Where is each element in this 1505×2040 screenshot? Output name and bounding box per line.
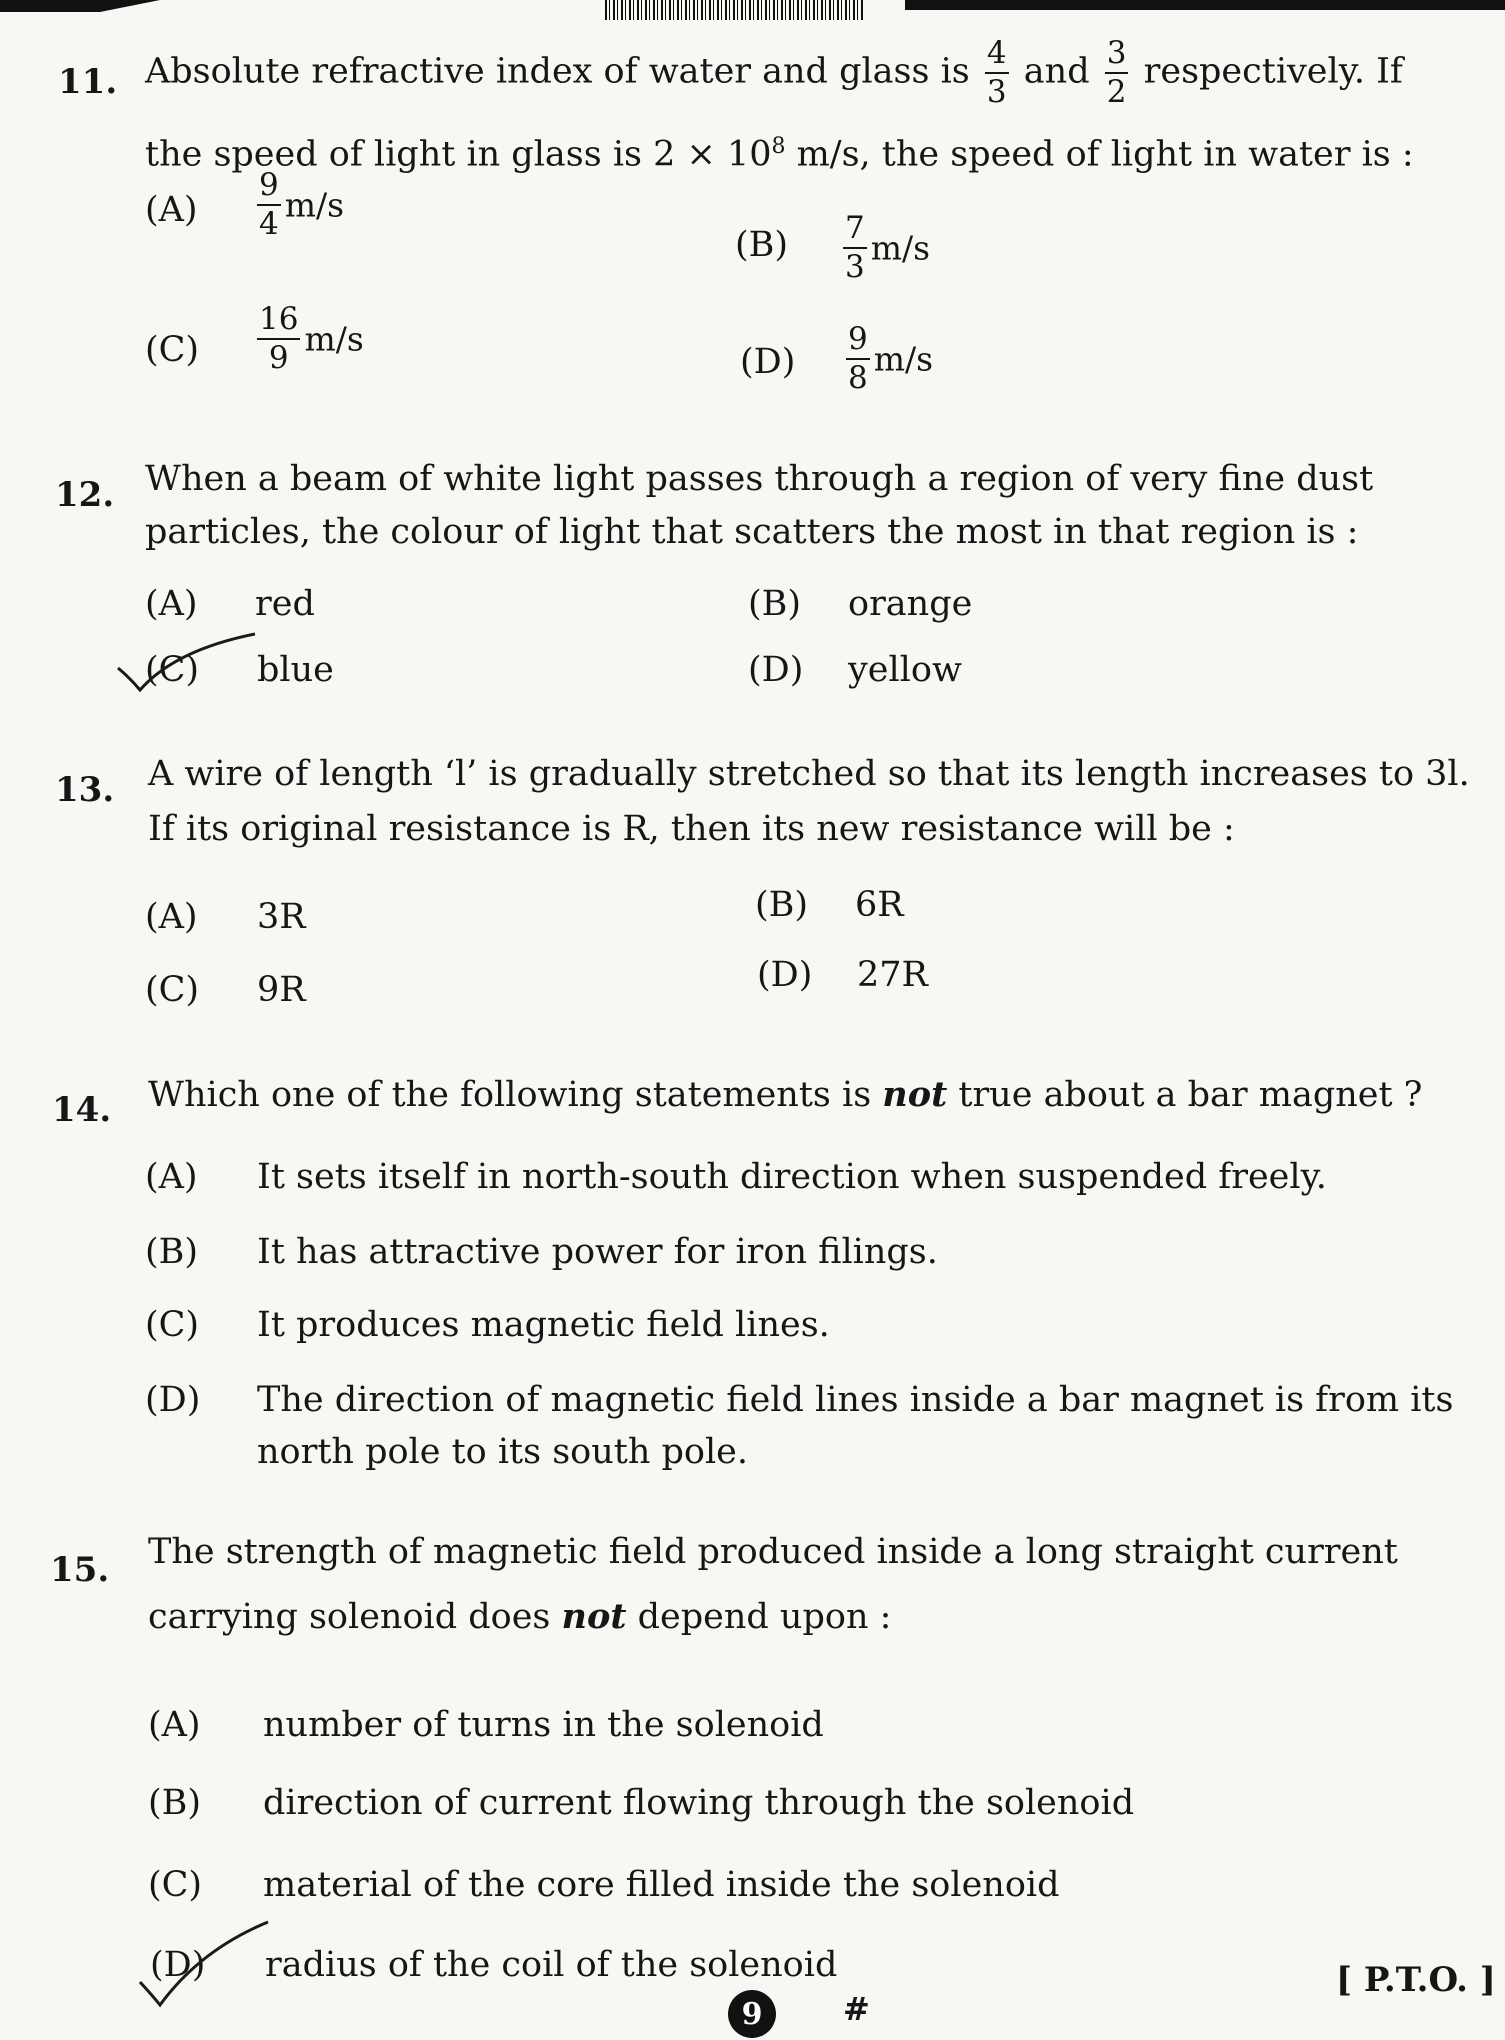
question-text-line-2: carrying solenoid does not depend upon :: [148, 1596, 892, 1637]
option-a: (A) 3R: [145, 897, 306, 937]
question-text-line-1: Absolute refractive index of water and glass is $\frac{4}{3}$ and $\frac{3}{2}$ respectively. If: [145, 35, 1403, 110]
option-d: (D) $\frac{9}{8}$ m/s: [740, 321, 934, 396]
question-text-line-2: the speed of light in glass is $2 \times 10^8$ m/s, the speed of light in water is :: [145, 134, 1414, 175]
question-number: 14.: [52, 1090, 112, 1130]
pto-label: [ P.T.O. ]: [1336, 1960, 1496, 2000]
fraction-glass: $\frac{3}{2}$: [1106, 35, 1127, 110]
option-c: (C) 9R: [145, 970, 306, 1010]
option-a: (A) $\frac{9}{4}$ m/s: [145, 167, 345, 242]
question-number: 11.: [58, 62, 118, 102]
option-d: (D) yellow: [748, 650, 962, 690]
question-number: 15.: [50, 1550, 110, 1590]
option-d: (D) The direction of magnetic field lines inside a bar magnet is from its north pole to its south pole.: [145, 1380, 1454, 1472]
option-b: (B) $\frac{7}{3}$ m/s: [735, 210, 931, 285]
question-text-line-1: The strength of magnetic field produced inside a long straight current: [148, 1532, 1398, 1572]
option-a: (A) It sets itself in north-south direction when suspended freely.: [145, 1157, 1327, 1197]
option-b: (B) It has attractive power for iron filings.: [145, 1232, 938, 1272]
option-d: (D) 27R: [757, 955, 928, 995]
option-a: (A) red: [145, 584, 315, 624]
option-c: (C) blue: [145, 650, 334, 690]
option-a: (A) number of turns in the solenoid: [148, 1705, 824, 1745]
page-number: 9: [728, 1990, 776, 2038]
barcode: [605, 0, 865, 20]
fraction-water: $\frac{4}{3}$: [986, 35, 1007, 110]
option-b: (B) direction of current flowing through the solenoid: [148, 1783, 1135, 1823]
option-b: (B) 6R: [755, 885, 904, 925]
option-c: (C) $\frac{16}{9}$ m/s: [145, 301, 364, 376]
question-number: 12.: [55, 475, 115, 515]
question-text-line-1: When a beam of white light passes through a region of very fine dust: [145, 459, 1374, 499]
option-b: (B) orange: [748, 584, 973, 624]
question-text-line-2: particles, the colour of light that scatters the most in that region is :: [145, 512, 1359, 552]
question-text-line-1: Which one of the following statements is not true about a bar magnet ?: [148, 1074, 1423, 1115]
option-d: (D) radius of the coil of the solenoid: [150, 1945, 838, 1985]
question-text-line-2: If its original resistance is R, then its new resistance will be :: [148, 809, 1235, 849]
question-number: 13.: [55, 770, 115, 810]
hash-mark: #: [843, 1990, 870, 2028]
header-decoration-left: [0, 0, 160, 12]
header-decoration-right: [905, 0, 1505, 10]
option-c: (C) It produces magnetic field lines.: [145, 1305, 830, 1345]
question-text-line-1: A wire of length ‘l’ is gradually stretched so that its length increases to 3l.: [148, 754, 1470, 794]
option-c: (C) material of the core filled inside the solenoid: [148, 1865, 1060, 1905]
